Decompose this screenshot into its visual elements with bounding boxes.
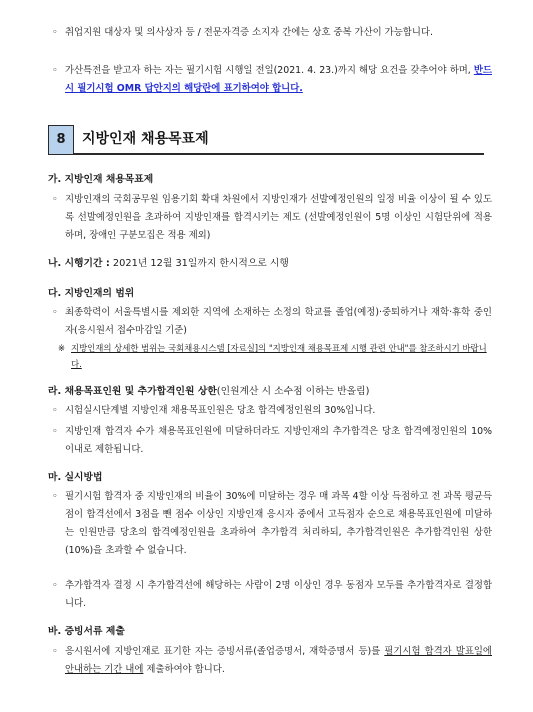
bullet-icon: ◦ [52, 194, 58, 205]
ma-item-1 [52, 488, 492, 560]
heading-ba: 바. 증빙서류 제출 [48, 626, 125, 637]
ma-item-2-text: 추가합격자 결정 시 추가합격선에 해당하는 사람이 2명 이상인 경우 동점자 모두를 추가합격자로 결정합니다. [65, 580, 492, 609]
ra-item-1-text: 시험실시단계별 지방인재 채용목표인원은 당초 합격예정인원의 30%입니다. [65, 405, 376, 416]
bullet-icon: ◦ [52, 426, 58, 437]
da-item-1 [52, 304, 492, 340]
ga-item-1 [52, 191, 492, 245]
heading-da: 다. 지방인재의 범위 [48, 288, 135, 299]
section-header [48, 125, 484, 155]
section-divider [74, 153, 484, 155]
intro-item-2 [52, 62, 492, 98]
bullet-icon: ◦ [52, 491, 58, 502]
ba-item-1 [52, 643, 492, 679]
bullet-icon: ◦ [52, 405, 58, 416]
bullet-icon: ◦ [52, 27, 58, 38]
bullet-icon: ◦ [52, 646, 58, 657]
bullet-icon: ◦ [52, 307, 58, 318]
heading-ga: 가. 지방인재 채용목표제 [48, 174, 154, 185]
ra-item-1 [52, 402, 492, 420]
heading-na [48, 255, 289, 273]
bullet-icon: ◦ [52, 580, 58, 591]
da-item-1-text: 최종학력이 서울특별시를 제외한 지역에 소재하는 소정의 학교를 졸업(예정)·중퇴하거나 재학·휴학 중인 자(응시원서 접수마감일 기준) [65, 307, 492, 336]
ga-item-1-text: 지방인재의 국회공무원 임용기회 확대 차원에서 지방인재가 선발예정인원의 일정 비율 이상이 될 수 있도록 선발예정인원을 초과하여 지방인재를 합격시키는 제도 (선발예정인원이 5명 이상인 시험단위에 적용하며, 장애인 구분모집은 적용 제외) [65, 194, 492, 241]
intro-item-2-highlight: 반드시 필기시험 OMR 답안지의 해당란에 표기하여야 합니다. [65, 65, 492, 94]
heading-ma: 마. 실시방법 [48, 472, 103, 483]
intro-item-1 [52, 24, 492, 42]
ba-item-1-end: 제출하여야 합니다. [143, 664, 225, 675]
da-note-text: 지방인재의 상세한 범위는 국회채용시스템 [자료실]의 "지방인재 채용목표제 시행 관련 안내"를 참조하시기 바랍니다. [71, 343, 487, 369]
heading-ra-note: (인원계산 시 소수점 이하는 반올림) [216, 386, 370, 397]
note-mark: ※ [58, 343, 66, 353]
bullet-icon: ◦ [52, 65, 58, 76]
heading-na-label: 나. 시행기간 : [48, 258, 110, 269]
intro-item-1-text: 취업지원 대상자 및 의사상자 등 / 전문자격증 소지자 간에는 상호 중복 가산이 가능합니다. [65, 27, 433, 38]
ma-item-1-text: 필기시험 합격자 중 지방인재의 비율이 30%에 미달하는 경우 매 과목 4할 이상 득점하고 전 과목 평균득점이 합격선에서 3점을 뺀 점수 이상인 지방인재 응시자 중에서 고득점자 순으로 채용목표인원에 미달하는 인원만큼 당초의 합격예정인원을 초과하여 추가합격 처리하되, 추가합격인원은 추가합격인원 상한(10%)을 초과할 수 없습니다. [65, 491, 492, 556]
heading-na-text: 2021년 12월 31일까지 한시적으로 시행 [109, 258, 289, 269]
section-title: 지방인재 채용목표제 [82, 131, 209, 147]
ba-item-1-underlined: 필기시험 합격자 발표일에 안내하는 기간 내에 [65, 646, 492, 675]
da-note [58, 340, 488, 372]
heading-ra [48, 383, 369, 401]
heading-ra-label: 라. 채용목표인원 및 추가합격인원 상한 [48, 386, 217, 397]
ra-item-2-text: 지방인재 합격자 수가 채용목표인원에 미달하더라도 지방인재의 추가합격은 당초 합격예정인원의 10% 이내로 제한됩니다. [65, 426, 492, 455]
intro-item-2-text: 가산특전을 받고자 하는 자는 필기시험 시행일 전일(2021. 4. 23.)까지 해당 요건을 갖추어야 하며, [65, 65, 474, 76]
ba-item-1-text: 응시원서에 지방인재로 표기한 자는 증빙서류(졸업증명서, 재학증명서 등)를 [65, 646, 385, 657]
section-number: 8 [48, 125, 74, 155]
ma-item-2 [52, 577, 492, 613]
ra-item-2 [52, 423, 492, 459]
